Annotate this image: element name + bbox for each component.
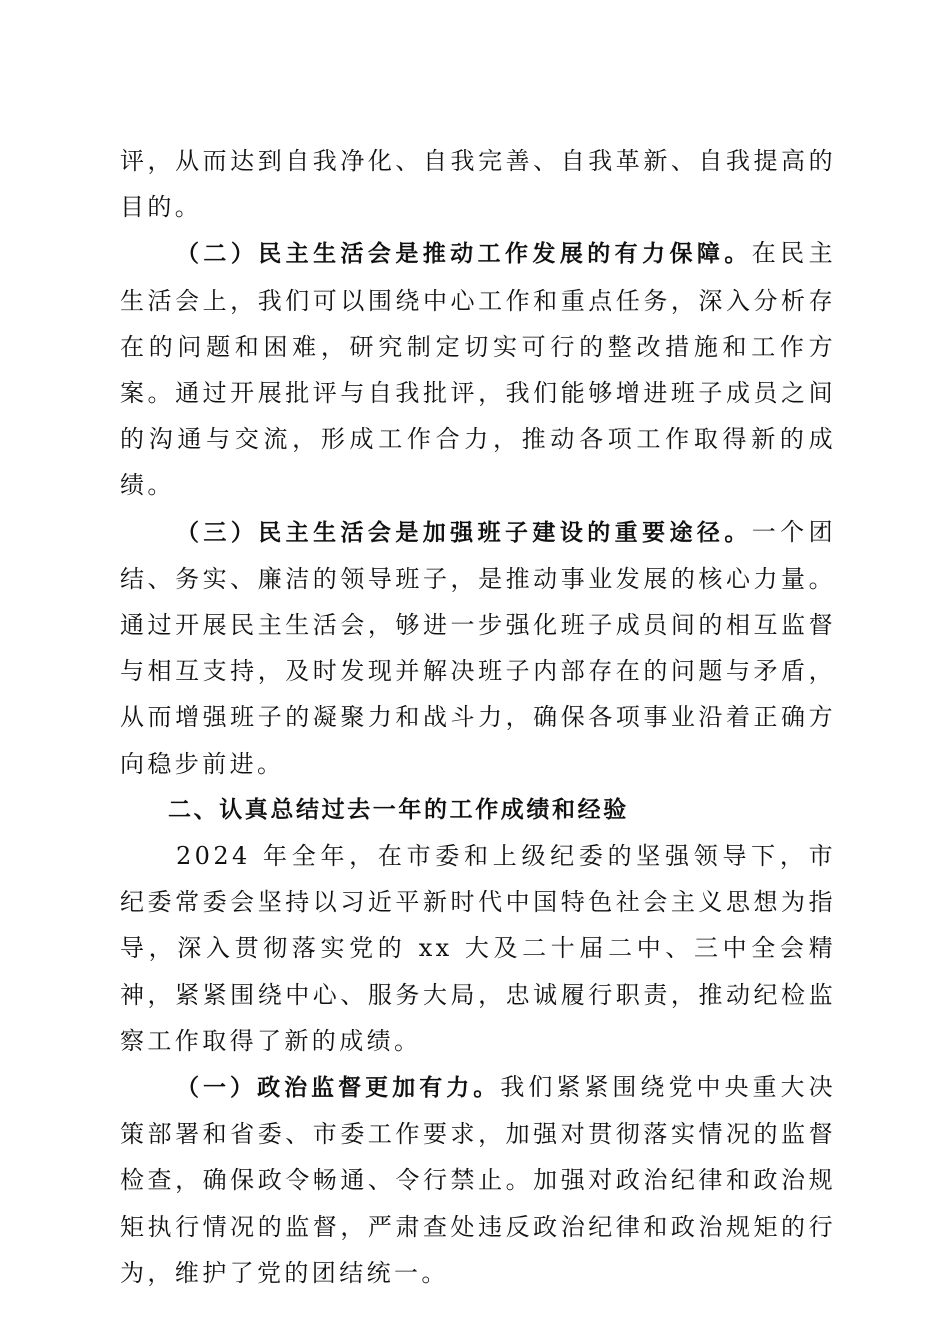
paragraph-text: 一个团结、务实、廉洁的领导班子，是推动事业发展的核心力量。通过开展民主生活会，够进一步强化班子成员间的相互监督与相互支持，及时发现并解决班子内部存在的问题与矛盾，从而增强班子的凝聚力和战斗力，确保各项事业沿着正确方向稳步前进。 xyxy=(120,517,836,778)
paragraph-team-building xyxy=(120,509,836,787)
paragraph-text: 我们紧紧围绕党中央重大决策部署和省委、市委工作要求，加强对贯彻落实情况的监督检查，确保政令畅通、令行禁止。加强对政治纪律和政治规矩执行情况的监督，严肃查处违反政治纪律和政治规矩的行为，维护了党的团结统一。 xyxy=(120,1073,836,1287)
paragraph-lead: （二）民主生活会是推动工作发展的有力保障。 xyxy=(176,241,752,268)
section-heading: 二、认真总结过去一年的工作成绩和经验 xyxy=(168,796,629,823)
paragraph-text: 2024 年全年，在市委和上级纪委的坚强领导下，市纪委常委会坚持以习近平新时代中国特色社会主义思想为指导，深入贯彻落实党的 xx 大及二十届二中、三中全会精神，紧紧围绕中心、服务大局，忠诚履行职责，推动纪检监察工作取得了新的成绩。 xyxy=(120,842,836,1055)
paragraph-continuation xyxy=(120,138,836,230)
paragraph-lead: （一）政治监督更加有力。 xyxy=(176,1075,501,1102)
paragraph-democratic-life-guarantee xyxy=(120,230,836,508)
document-body xyxy=(120,138,836,1296)
paragraph-lead: （三）民主生活会是加强班子建设的重要途径。 xyxy=(176,519,752,546)
paragraph-text: 评，从而达到自我净化、自我完善、自我革新、自我提高的目的。 xyxy=(120,147,836,222)
paragraph-annual-summary xyxy=(120,833,836,1064)
paragraph-text: 在民主生活会上，我们可以围绕中心工作和重点任务，深入分析存在的问题和困难，研究制定切实可行的整改措施和工作方案。通过开展批评与自我批评，我们能够增进班子成员之间的沟通与交流，形成工作合力，推动各项工作取得新的成绩。 xyxy=(120,239,836,500)
paragraph-political-supervision xyxy=(120,1064,836,1296)
